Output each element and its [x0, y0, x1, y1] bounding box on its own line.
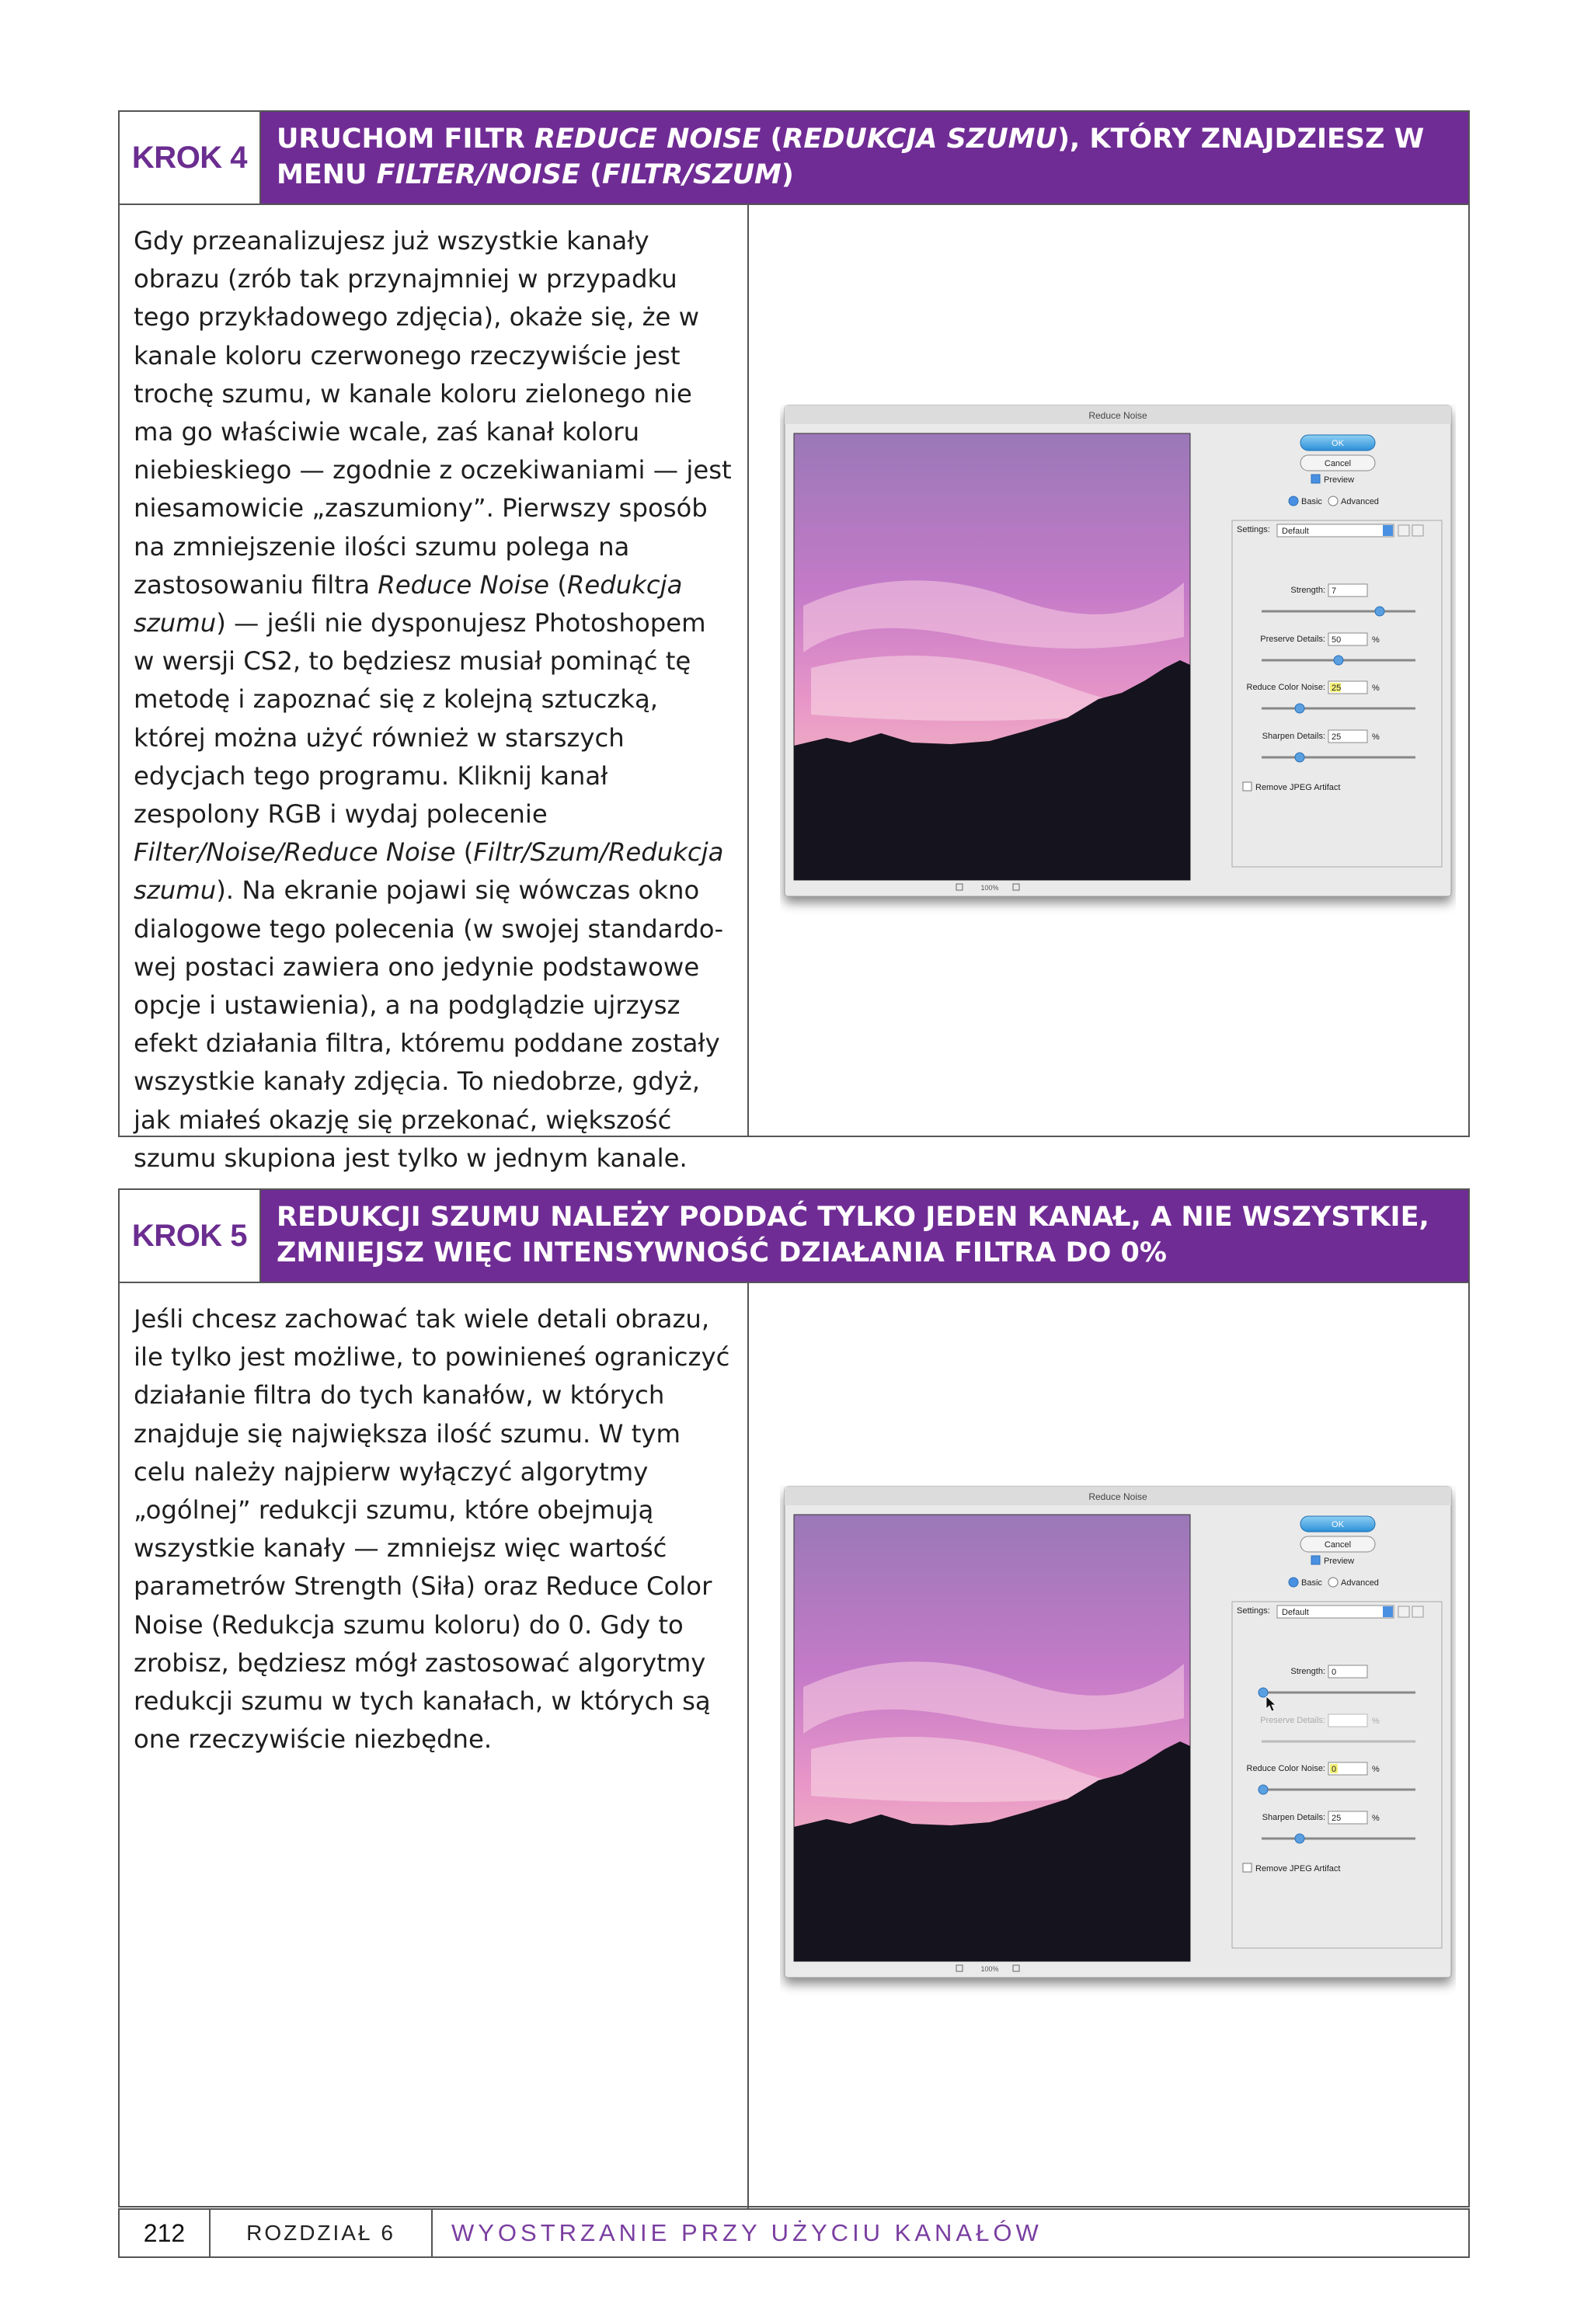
svg-text:%: %: [1372, 1765, 1380, 1774]
strength-slider[interactable]: [1375, 607, 1384, 616]
preserve-details-field: [1328, 1714, 1367, 1727]
reduce-color-noise-slider[interactable]: [1295, 704, 1304, 713]
advanced-radio[interactable]: [1328, 1578, 1338, 1587]
step-4-image-cell: [749, 205, 1468, 1137]
svg-text:0: 0: [1332, 1765, 1337, 1774]
advanced-radio[interactable]: [1328, 496, 1338, 506]
svg-text:Preserve Details:: Preserve Details:: [1260, 635, 1325, 644]
svg-text:Default: Default: [1282, 1608, 1309, 1617]
page-footer: [118, 2208, 1470, 2258]
step-4-text: Gdy przeanalizujesz już wszystkie kanały obrazu (zrób tak przynajmniej w przypadku tego przykładowego zdjęcia), okaże się, że w kanale koloru czerwonego rzeczywiście jest trochę szumu, w kanale koloru zielonego nie ma go właściwie wcale, zaś kanał koloru niebieskiego — zgodnie z oczekiwaniami — jest niesamowicie „zaszumiony”. Pierwszy sposób na zmniejszenie ilości szumu polega na zastosowaniu filtra Reduce Noise (Redukcja szumu) — jeśli nie dysponujesz Photoshopem w wersji CS2, to będziesz musiał pominąć tę metodę i zapoznać się z kolejną sztuczką, której można użyć również w starszych edycjach tego programu. Kliknij kanał zespolony RGB i wydaj polecenie Filter/Noise/Reduce Noise (Filtr/Szum/Redukcja szumu). Na ekranie pojawi się wówczas okno dialogowe tego polecenia (w swojej standardowej postaci zawiera ono jedynie podstawowe opcje i ustawienia), a na podglądzie ujrzysz efekt działania filtra, któremu poddane zostały wszystkie kanały zdjęcia. To niedobrze, gdyż, jak miałeś okazję się przekonać, większość szumu skupiona jest tylko w jednym kanale.: [120, 205, 749, 1137]
reduce-color-noise-slider[interactable]: [1259, 1785, 1268, 1794]
svg-text:100%: 100%: [980, 884, 999, 892]
step-4-header: [120, 112, 1468, 205]
svg-text:7: 7: [1332, 586, 1337, 596]
reduce-noise-dialog-screenshot-2: [780, 1485, 1456, 1998]
step-5-header: [120, 1190, 1468, 1283]
svg-text:%: %: [1372, 1814, 1380, 1823]
step-5-body: [120, 1283, 1468, 2209]
sharpen-details-slider[interactable]: [1295, 1834, 1304, 1843]
page-number: 212: [120, 2210, 211, 2256]
svg-text:%: %: [1372, 1717, 1380, 1726]
save-settings-icon[interactable]: [1398, 525, 1409, 536]
delete-settings-icon[interactable]: [1412, 1606, 1423, 1617]
chapter-label: ROZDZIAŁ 6: [211, 2210, 433, 2256]
svg-text:Preserve Details:: Preserve Details:: [1260, 1716, 1325, 1725]
svg-text:Advanced: Advanced: [1341, 1578, 1379, 1588]
step-5-title: REDUKCJI SZUMU NALEŻY PODDAĆ TYLKO JEDEN KANAŁ, A NIE WSZYSTKIE, ZMNIEJSZ WIĘC INTENSYWNOŚĆ DZIAŁANIA FILTRA DO 0%: [261, 1190, 1468, 1282]
svg-text:Strength:: Strength:: [1290, 1667, 1325, 1676]
svg-text:Sharpen Details:: Sharpen Details:: [1262, 1813, 1325, 1822]
svg-text:Strength:: Strength:: [1290, 586, 1325, 595]
step-4-title: URUCHOM FILTR REDUCE NOISE (REDUKCJA SZUMU), KTÓRY ZNAJDZIESZ W MENU FILTER/NOISE (FILTR/SZUM): [261, 112, 1468, 204]
remove-jpeg-artifact-checkbox[interactable]: [1243, 782, 1252, 791]
svg-text:100%: 100%: [980, 1965, 999, 1973]
svg-text:OK: OK: [1332, 439, 1344, 448]
basic-radio[interactable]: [1289, 1578, 1298, 1587]
svg-text:Remove JPEG Artifact: Remove JPEG Artifact: [1255, 1864, 1341, 1873]
step-5-box: [118, 1188, 1470, 2207]
svg-text:Basic: Basic: [1301, 497, 1322, 506]
svg-text:Remove JPEG Artifact: Remove JPEG Artifact: [1255, 783, 1341, 792]
svg-text:0: 0: [1332, 1668, 1337, 1677]
step-4-body: [120, 205, 1468, 1173]
svg-text:Cancel: Cancel: [1324, 459, 1352, 468]
svg-text:Sharpen Details:: Sharpen Details:: [1262, 732, 1325, 741]
svg-text:OK: OK: [1332, 1520, 1344, 1529]
svg-text:Reduce Noise: Reduce Noise: [1088, 410, 1147, 421]
svg-text:Cancel: Cancel: [1324, 1540, 1352, 1550]
remove-jpeg-artifact-checkbox[interactable]: [1243, 1863, 1252, 1872]
svg-text:%: %: [1372, 635, 1380, 645]
svg-text:Basic: Basic: [1301, 1578, 1322, 1588]
svg-text:Reduce Noise: Reduce Noise: [1088, 1491, 1147, 1502]
sharpen-details-slider[interactable]: [1295, 753, 1304, 762]
step-5-text: Jeśli chcesz zachować tak wiele detali obrazu, ile tylko jest możliwe, to powinieneś ograniczyć działanie filtra do tych kanałów, w których znajduje się największa ilość szumu. W tym celu należy najpierw wyłączyć algorytmy „ogólnej” redukcji szumu, które obejmują wszystkie kanały — zmniejsz więc wartość parametrów Strength (Siła) oraz Reduce Color Noise (Redukcja szumu koloru) do 0. Gdy to zrobisz, będziesz mógł zastosować algorytmy redukcji szumu w tych kanałach, w których są one rzeczywiście niezbędne.: [120, 1283, 749, 2209]
preview-checkbox[interactable]: [1311, 1556, 1320, 1564]
svg-text:Settings:: Settings:: [1237, 525, 1270, 534]
preview-checkbox[interactable]: [1311, 475, 1320, 483]
svg-text:25: 25: [1332, 1814, 1342, 1823]
svg-text:Default: Default: [1282, 527, 1309, 536]
svg-text:Preview: Preview: [1324, 1557, 1355, 1566]
svg-text:Preview: Preview: [1324, 475, 1355, 485]
step-5-image-cell: [749, 1283, 1468, 2209]
svg-text:25: 25: [1332, 732, 1342, 742]
svg-text:25: 25: [1332, 684, 1342, 693]
save-settings-icon[interactable]: [1398, 1606, 1409, 1617]
step-4-label: KROK 4: [120, 112, 261, 204]
svg-text:Reduce Color Noise:: Reduce Color Noise:: [1246, 1764, 1325, 1773]
svg-text:50: 50: [1332, 635, 1342, 645]
delete-settings-icon[interactable]: [1412, 525, 1423, 536]
section-title: WYOSTRZANIE PRZY UŻYCIU KANAŁÓW: [451, 2219, 1043, 2246]
reduce-noise-dialog-screenshot-1: [780, 404, 1456, 917]
svg-text:Advanced: Advanced: [1341, 497, 1379, 506]
step-4-box: [118, 110, 1470, 1173]
svg-text:Reduce Color Noise:: Reduce Color Noise:: [1246, 683, 1325, 692]
preserve-details-slider[interactable]: [1334, 656, 1343, 665]
svg-text:%: %: [1372, 684, 1380, 693]
step-5-label: KROK 5: [120, 1190, 261, 1282]
svg-text:Settings:: Settings:: [1237, 1606, 1270, 1616]
strength-slider[interactable]: [1259, 1688, 1268, 1697]
basic-radio[interactable]: [1289, 496, 1298, 506]
svg-text:%: %: [1372, 732, 1380, 742]
